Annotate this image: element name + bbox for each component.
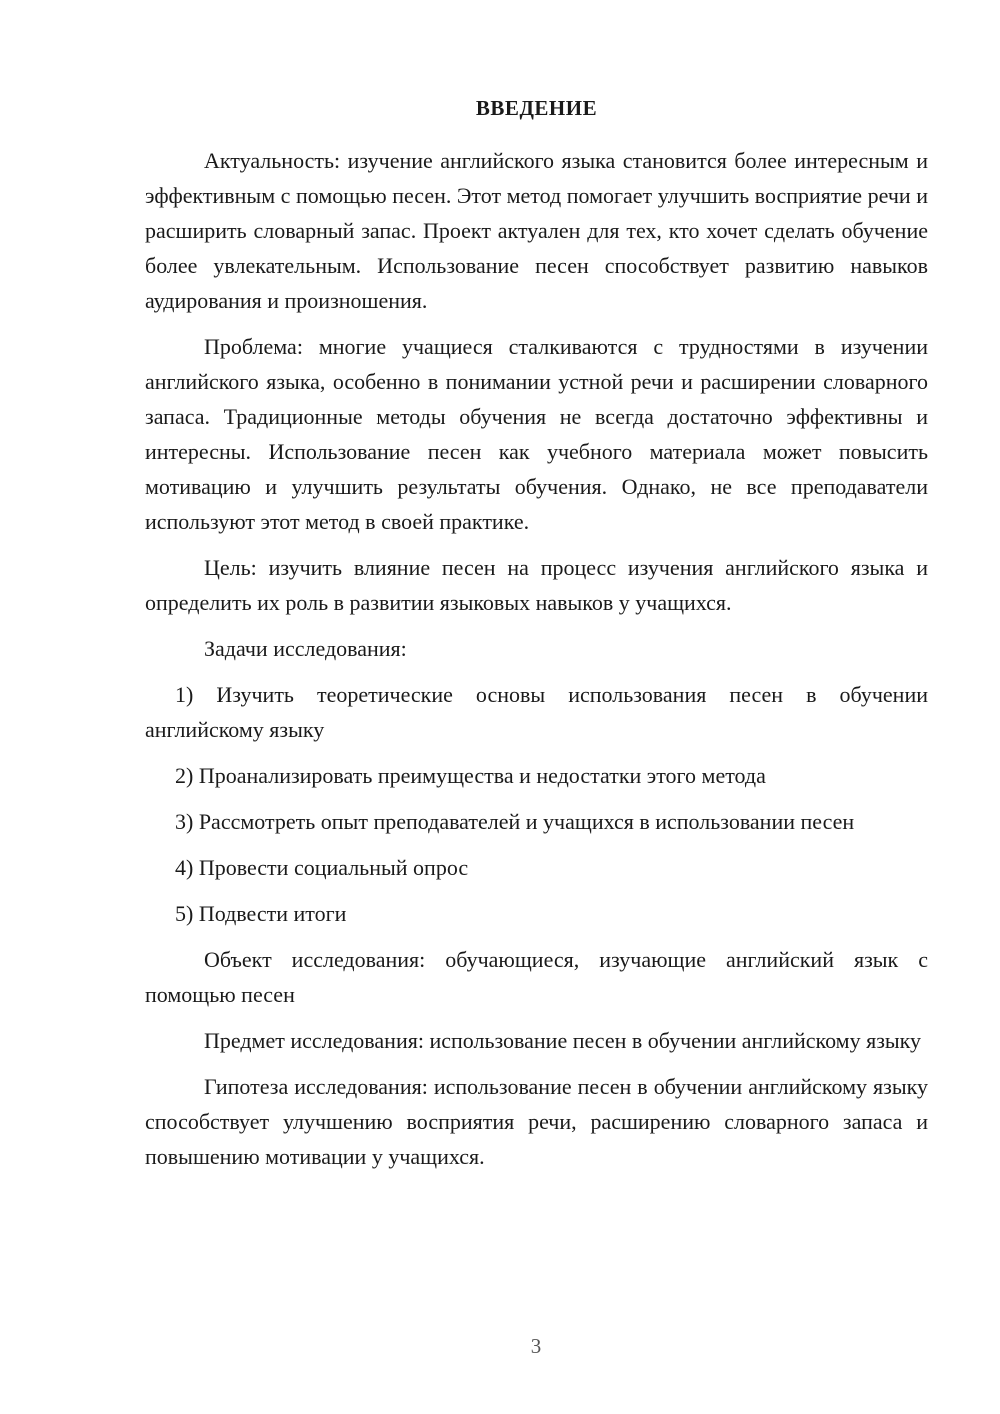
task-item-2: 2) Проанализировать преимущества и недостатки этого метода xyxy=(175,763,766,788)
task-item-5: 5) Подвести итоги xyxy=(175,901,347,926)
paragraph-goal: Цель: изучить влияние песен на процесс изучения английского языка и определить их роль в развитии языковых навыков у учащихся. xyxy=(145,555,928,615)
page-title: ВВЕДЕНИЕ xyxy=(475,96,598,120)
page-number: 3 xyxy=(530,1334,542,1358)
paragraph-research-subject: Предмет исследования: использование песен в обучении английскому языку xyxy=(204,1028,922,1053)
page-body xyxy=(145,143,928,1185)
paragraph-relevance: Актуальность: изучение английского языка становится более интересным и эффективным с помощью песен. Этот метод помогает улучшить восприятие речи и расширить словарный запас. Проект актуален для тех, кто хочет сделать обучение более увлекательным. Использование песен способствует развитию навыков аудирования и произношения. xyxy=(145,148,928,313)
task-item-3: 3) Рассмотреть опыт преподавателей и учащихся в использовании песен xyxy=(175,809,855,834)
paragraph-hypothesis: Гипотеза исследования: использование песен в обучении английскому языку способствует улучшению восприятия речи, расширению словарного запаса и повышению мотивации у учащихся. xyxy=(145,1074,928,1169)
tasks-heading: Задачи исследования: xyxy=(204,636,407,661)
task-item-4: 4) Провести социальный опрос xyxy=(175,855,469,880)
paragraph-problem: Проблема: многие учащиеся сталкиваются с трудностями в изучении английского языка, особенно в понимании устной речи и расширении словарного запаса. Традиционные методы обучения не всегда достаточно эффективны и интересны. Использование песен как учебного материала может повысить мотивацию и улучшить результаты обучения. Однако, не все преподаватели используют этот метод в своей практике. xyxy=(145,334,928,534)
task-item-1: 1) Изучить теоретические основы использования песен в обучении английскому языку xyxy=(145,682,928,742)
paragraph-research-object: Объект исследования: обучающиеся, изучающие английский язык с помощью песен xyxy=(145,947,928,1007)
